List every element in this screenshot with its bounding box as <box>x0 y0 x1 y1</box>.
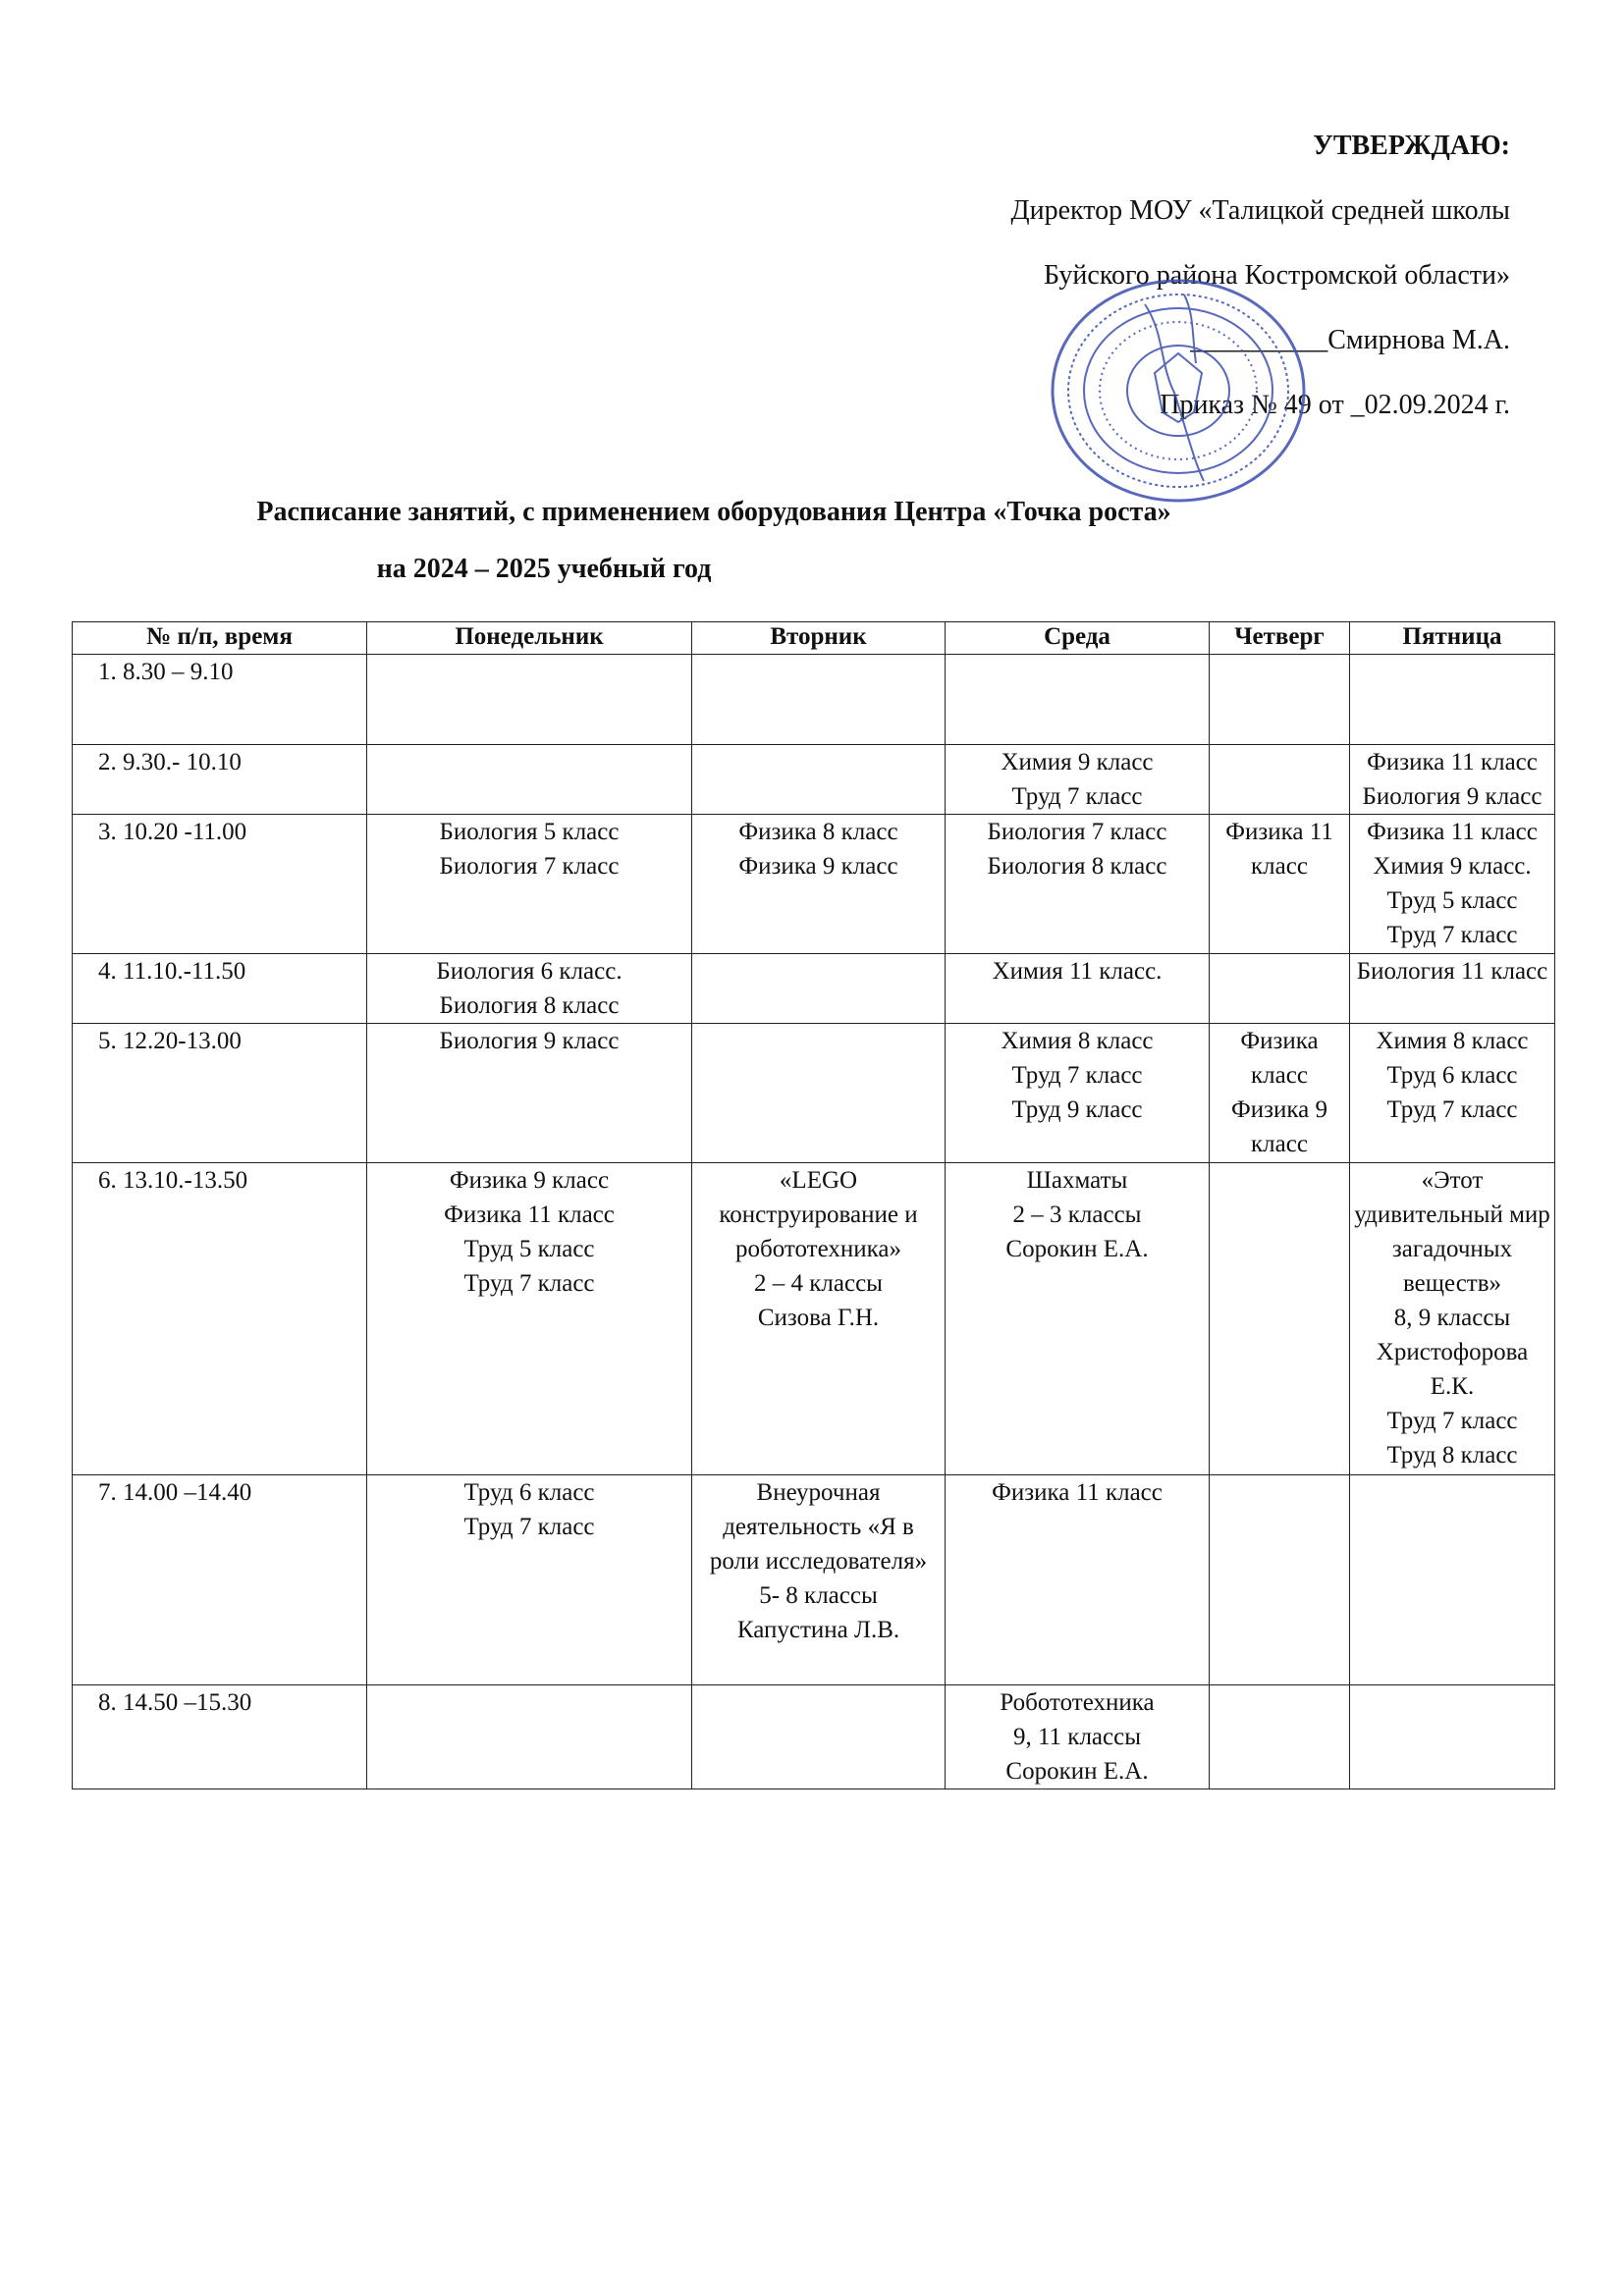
lesson-entry: Биология 9 класс <box>1362 783 1543 810</box>
schedule-cell-thu <box>1210 815 1350 954</box>
schedule-cell-mon <box>367 815 692 954</box>
lesson-entry: Биология 8 класс <box>987 853 1167 880</box>
approval-order: Приказ № 49 от _02.09.2024 г. <box>1160 390 1510 420</box>
approval-district: Буйского района Костромской области» <box>1044 260 1510 291</box>
lesson-time: 7. 14.00 –14.40 <box>73 1475 367 1685</box>
schedule-cell-wed <box>946 655 1210 745</box>
schedule-cell-fri <box>1350 1163 1555 1475</box>
lesson-entry: Физика 9 класс <box>1231 1096 1327 1157</box>
schedule-table <box>72 621 1555 1789</box>
lesson-entry: Христофорова Е.К. <box>1376 1339 1529 1400</box>
schedule-cell-wed <box>946 1685 1210 1789</box>
schedule-cell-fri <box>1350 655 1555 745</box>
lesson-time: 3. 10.20 -11.00 <box>73 815 367 954</box>
lesson-entry: Сорокин Е.А. <box>1005 1236 1149 1262</box>
table-row <box>73 1163 1555 1475</box>
lesson-entry: Капустина Л.В. <box>736 1617 900 1643</box>
schedule-cell-wed <box>946 1163 1210 1475</box>
schedule-cell-mon <box>367 1024 692 1163</box>
table-row <box>73 954 1555 1024</box>
lesson-entry: Биология 8 класс <box>439 992 620 1019</box>
lesson-entry: Шахматы <box>1026 1167 1128 1194</box>
table-row <box>73 655 1555 745</box>
schedule-cell-tue <box>692 1685 946 1789</box>
lesson-entry: Физика 11 класс <box>1367 749 1538 775</box>
lesson-entry: 2 – 3 классы <box>1012 1201 1142 1228</box>
schedule-cell-tue <box>692 1163 946 1475</box>
schedule-cell-tue <box>692 1475 946 1685</box>
column-header-wednesday: Среда <box>946 622 1210 655</box>
schedule-cell-fri <box>1350 954 1555 1024</box>
lesson-time: 8. 14.50 –15.30 <box>73 1685 367 1789</box>
column-header-monday: Понедельник <box>367 622 692 655</box>
lesson-time: 6. 13.10.-13.50 <box>73 1163 367 1475</box>
lesson-entry: Труд 7 класс <box>1386 1408 1518 1434</box>
column-header-tuesday: Вторник <box>692 622 946 655</box>
schedule-cell-thu <box>1210 1163 1350 1475</box>
schedule-cell-wed <box>946 745 1210 815</box>
lesson-time: 1. 8.30 – 9.10 <box>73 655 367 745</box>
lesson-entry: Физика 11 класс <box>444 1201 615 1228</box>
column-header-thursday: Четверг <box>1210 622 1350 655</box>
school-seal-icon <box>1047 275 1310 507</box>
schedule-cell-tue <box>692 1024 946 1163</box>
column-header-time: № п/п, время <box>73 622 367 655</box>
schedule-cell-fri <box>1350 1685 1555 1789</box>
schedule-cell-tue <box>692 954 946 1024</box>
lesson-entry: Биология 7 класс <box>439 853 620 880</box>
lesson-entry: Физика 8 класс <box>738 819 898 845</box>
schedule-cell-thu <box>1210 655 1350 745</box>
schedule-cell-wed <box>946 815 1210 954</box>
schedule-cell-fri <box>1350 815 1555 954</box>
lesson-entry: Труд 7 класс <box>1386 922 1518 948</box>
schedule-cell-mon <box>367 745 692 815</box>
lesson-entry: Биология 11 класс <box>1356 958 1548 985</box>
schedule-cell-wed <box>946 1475 1210 1685</box>
lesson-entry: Биология 6 класс. <box>436 958 623 985</box>
table-row <box>73 815 1555 954</box>
table-header-row <box>73 622 1555 655</box>
table-row <box>73 1685 1555 1789</box>
lesson-entry: «Этот удивительный мир загадочных веществ» <box>1354 1167 1550 1297</box>
schedule-cell-thu <box>1210 1475 1350 1685</box>
schedule-cell-wed <box>946 1024 1210 1163</box>
lesson-entry: Труд 7 класс <box>1386 1096 1518 1123</box>
lesson-entry: Химия 8 класс <box>1376 1028 1529 1054</box>
schedule-subtitle: на 2024 – 2025 учебный год <box>376 554 712 584</box>
lesson-entry: Сорокин Е.А. <box>1005 1758 1149 1785</box>
lesson-entry: «LEGO конструирование и робототехника» <box>719 1167 918 1262</box>
lesson-entry: Физика 11 класс <box>1225 819 1333 880</box>
schedule-cell-mon <box>367 1685 692 1789</box>
lesson-entry: Робототехника <box>1000 1689 1155 1716</box>
approval-director: Директор МОУ «Талицкой средней школы <box>1010 195 1510 226</box>
lesson-entry: Физика 11 класс <box>992 1479 1163 1506</box>
schedule-cell-thu <box>1210 745 1350 815</box>
lesson-entry: Физика 9 класс <box>449 1167 610 1194</box>
schedule-cell-mon <box>367 655 692 745</box>
schedule-cell-thu <box>1210 1024 1350 1163</box>
lesson-time: 5. 12.20-13.00 <box>73 1024 367 1163</box>
lesson-entry: Труд 5 класс <box>463 1236 595 1262</box>
lesson-entry: Труд 6 класс <box>463 1479 595 1506</box>
lesson-entry: Труд 5 класс <box>1386 887 1518 914</box>
lesson-entry: Биология 9 класс <box>439 1028 620 1054</box>
schedule-cell-wed <box>946 954 1210 1024</box>
lesson-entry: Труд 7 класс <box>463 1270 595 1297</box>
column-header-friday: Пятница <box>1350 622 1555 655</box>
lesson-entry: Физика 11 класс <box>1367 819 1538 845</box>
lesson-entry: Труд 7 класс <box>1011 783 1143 810</box>
table-row <box>73 1475 1555 1685</box>
lesson-entry: Химия 11 класс. <box>992 958 1163 985</box>
table-row <box>73 745 1555 815</box>
lesson-entry: Физика 9 класс <box>738 853 898 880</box>
table-row <box>73 1024 1555 1163</box>
lesson-entry: Труд 9 класс <box>1011 1096 1143 1123</box>
schedule-cell-fri <box>1350 745 1555 815</box>
lesson-entry: 2 – 4 классы <box>754 1270 883 1297</box>
schedule-cell-thu <box>1210 954 1350 1024</box>
lesson-time: 4. 11.10.-11.50 <box>73 954 367 1024</box>
schedule-cell-mon <box>367 1163 692 1475</box>
schedule-cell-tue <box>692 745 946 815</box>
lesson-entry: Химия 8 класс <box>1001 1028 1154 1054</box>
lesson-entry: Физика класс <box>1240 1028 1319 1089</box>
approval-title: УТВЕРЖДАЮ: <box>1313 131 1510 161</box>
schedule-cell-fri <box>1350 1024 1555 1163</box>
lesson-entry: 5- 8 классы <box>759 1582 878 1609</box>
lesson-entry: Биология 7 класс <box>987 819 1167 845</box>
lesson-entry: Сизова Г.Н. <box>757 1305 880 1331</box>
lesson-entry: 9, 11 классы <box>1012 1724 1142 1750</box>
approval-signature: __________Смирнова М.А. <box>1190 325 1510 355</box>
lesson-entry: Химия 9 класс. <box>1373 853 1532 880</box>
lesson-entry: Труд 6 класс <box>1386 1062 1518 1089</box>
lesson-entry: Труд 8 класс <box>1386 1442 1518 1468</box>
schedule-cell-fri <box>1350 1475 1555 1685</box>
schedule-cell-mon <box>367 954 692 1024</box>
schedule-cell-tue <box>692 655 946 745</box>
schedule-cell-mon <box>367 1475 692 1685</box>
schedule-cell-thu <box>1210 1685 1350 1789</box>
lesson-entry: Биология 5 класс <box>439 819 620 845</box>
lesson-entry: Внеурочная деятельность «Я в роли исследователя» <box>709 1479 928 1575</box>
lesson-entry: Труд 7 класс <box>463 1514 595 1540</box>
lesson-entry: 8, 9 классы <box>1393 1305 1511 1331</box>
lesson-entry: Химия 9 класс <box>1001 749 1154 775</box>
schedule-cell-tue <box>692 815 946 954</box>
lesson-time: 2. 9.30.- 10.10 <box>73 745 367 815</box>
schedule-title: Расписание занятий, с применением оборудования Центра «Точка роста» <box>256 497 1171 527</box>
lesson-entry: Труд 7 класс <box>1011 1062 1143 1089</box>
